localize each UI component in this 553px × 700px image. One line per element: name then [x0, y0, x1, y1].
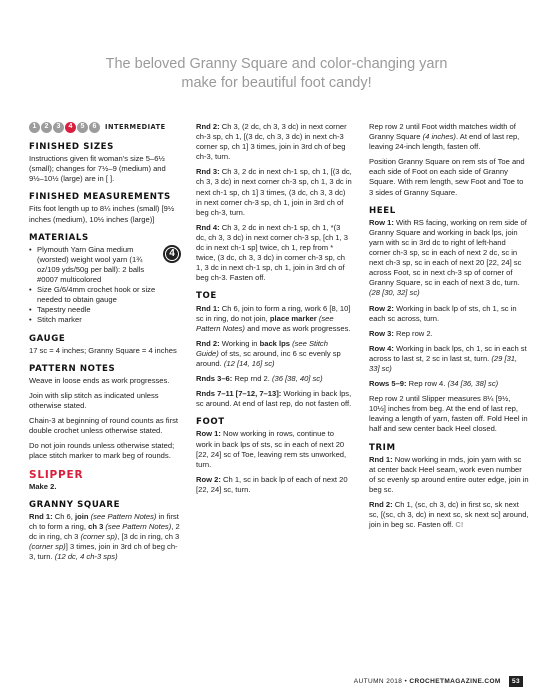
finished-sizes-heading: FINISHED SIZES [29, 142, 114, 152]
trim-rnd-2: Rnd 2: Ch 1, (sc, ch 3, dc) in first sc, sk next sc, [(sc, ch 3, dc) in next sc, sk next sc] around, join in beg sc. Fasten off. C! [369, 500, 529, 530]
heel-row-2: Row 2: Working in back lp of sts, ch 1, sc in each sc across, turn. [369, 303, 517, 323]
column-1 [29, 122, 181, 567]
heel-rows-5-9: Rows 5–9: Rep row 4. (34 [36, 38] sc) [369, 379, 499, 389]
skill-dot-3: 3 [53, 122, 64, 133]
list-item: • Tapestry needle [37, 305, 159, 315]
skill-dot-5: 5 [77, 122, 88, 133]
materials-block [29, 245, 181, 326]
granny-rnd-1: Rnd 1: Ch 6, join (see Pattern Notes) in first ch to form a ring, ch 3 (see Pattern Notes), 2 dc in ring, ch 3 (corner sp), [3 dc in ring, ch 3 (corner sp)] 3 times, join in 3rd ch of beg ch-3, turn. (12 dc, 4 ch-3 sps) [29, 511, 180, 562]
skill-label: INTERMEDIATE [105, 123, 166, 132]
foot-repeat: Rep row 2 until Foot width matches width of Granny Square (4 inches). At end of last rep, leaving 24-inch length, fasten off. [369, 122, 520, 152]
toe-rnd-1: Rnd 1: Ch 6, join to form a ring, work 6 [8, 10] sc in ring, do not join, place marker (see Pattern Notes) and move as work progresses. [196, 303, 351, 333]
footer-separator: • [404, 678, 410, 685]
gauge-text: 17 sc = 4 inches; Granny Square = 4 inches [29, 345, 177, 355]
heel-row-4: Row 4: Working in back lps, ch 1, sc in each st across to last st, 2 sc in last st, turn. (29 [31, 33] sc) [369, 343, 527, 373]
foot-row-2: Row 2: Ch 1, sc in back lp of each of next 20 [22, 24] sc, turn. [196, 474, 348, 494]
toe-heading: TOE [196, 291, 217, 302]
pattern-note: Do not join rounds unless otherwise stated; place stitch marker to mark beg of rounds. [29, 441, 175, 461]
page-number: 53 [509, 676, 523, 687]
heel-repeat: Rep row 2 until Slipper measures 8¼ [9½, 10½] inches from beg. At the end of last rep, leaving a length of yarn, fasten off. Fold Heel in half and sew center back Heel closed. [369, 394, 528, 434]
column-2 [196, 122, 352, 500]
pattern-notes-heading: PATTERN NOTES [29, 363, 116, 374]
pattern-note: Weave in loose ends as work progresses. [29, 375, 170, 385]
foot-row-1: Row 1: Now working in rows, continue to work in back lps of sts, sc in each of next 20 [22, 24] sc of Toe, leaving rem sts unworked, turn. [196, 429, 347, 469]
intro-line-1: The beloved Granny Square and color-changing yarn [105, 56, 448, 72]
granny-rnd-4: Rnd 4: Ch 3, 2 dc in next ch-1 sp, ch 1, *(3 dc, ch 3, 3 dc) in next corner ch-3 sp, [ch 1, 3 dc in next ch-1 sp] twice, ch 1, rep from * twice, (3 dc, ch 3, 3 dc) in corner ch-3 sp, ch 1, 3 dc in next ch-1 sp, ch 1, join in 3rd ch of beg ch-3. Fasten off. [196, 222, 348, 283]
skill-dot-6: 6 [89, 122, 100, 133]
trim-heading: TRIM [369, 442, 396, 453]
trim-rnd-1: Rnd 1: Now working in rnds, join yarn with sc at center back Heel seam, work even number of sc evenly sp around entire outer edge, join in beg sc. [369, 454, 529, 494]
finished-measurements-heading: FINISHED MEASUREMENTS [29, 192, 171, 203]
skill-dot-4-active: 4 [65, 122, 76, 133]
list-item: • Size G/6/4mm crochet hook or size needed to obtain gauge [37, 285, 159, 305]
skill-dot-2: 2 [41, 122, 52, 133]
foot-heading: FOOT [196, 417, 225, 428]
heel-row-1: Row 1: With RS facing, working on rem side of Granny Square and working in back lps, join yarn with sc in 3rd dc to right of left-hand corner ch-3 sp, sc in each of next 2 dc, sc in next ch-3 sp, sc in each of next 20 [22, 24] sc across Foot, sc in next ch-3 sp of corner of Granny Square, sc in each of next 3 dc, turn. (28 [30, 32] sc) [369, 217, 527, 298]
pattern-note: Join with slip stitch as indicated unless otherwise stated. [29, 390, 159, 410]
page-footer [354, 676, 523, 687]
intro-line-2: make for beautiful foot candy! [181, 75, 372, 91]
pattern-note: Chain-3 at beginning of round counts as first double crochet unless otherwise stated. [29, 416, 179, 436]
slipper-heading: SLIPPER [29, 469, 84, 482]
make-count: Make 2. [29, 481, 57, 491]
end-mark-icon: C! [455, 520, 464, 530]
finished-measurements-text: Fits foot length up to 8¼ inches (small) [9½ inches (medium), 10½ inches (large)] [29, 204, 175, 224]
list-item: • Plymouth Yarn Gina medium (worsted) weight wool yarn (1¾ oz/109 yds/50g per ball): 2 balls #0007 multicolored [37, 245, 159, 285]
materials-list [29, 245, 159, 326]
position-text: Position Granny Square on rem sts of Toe and each side of Foot on each side of Granny Square. With rem length, sew Foot and Toe to 3 sides of Granny Square. [369, 157, 525, 197]
heel-heading: HEEL [369, 205, 396, 216]
toe-rnds-7-11: Rnds 7–11 [7–12, 7–13]: Working in back lps, sc around. At end of last rep, do not fasten off. [196, 389, 352, 409]
granny-rnd-3: Rnd 3: Ch 3, 2 dc in next ch-1 sp, ch 1, [(3 dc, ch 3, 3 dc) in next corner ch-3 sp, ch 1, 3 dc in next ch-1 sp, ch 1] 3 times, (3 dc, ch 3, 3 dc) in next corner ch-3 sp, ch 1, join in 3rd ch of beg ch-3, turn. [196, 167, 352, 217]
column-3 [369, 122, 529, 535]
intro-tagline [0, 55, 553, 93]
granny-rnd-2: Rnd 2: Ch 3, (2 dc, ch 3, 3 dc) in next corner ch-3 sp, ch 1, [(3 dc, ch 3, 3 dc) in next ch-3 corner sp, ch 1] 3 times, join in 3rd ch of beg ch-3, turn. [196, 122, 347, 162]
finished-sizes-text: Instructions given fit woman’s size 5–6½ (small); changes for 7½–9 (medium) and 9½–10½ (large) are in [ ]. [29, 154, 166, 184]
skill-level [29, 122, 181, 133]
toe-rnd-2: Rnd 2: Working in back lps (see Stitch Guide) of sts, sc around, inc 6 sc evenly sp around. (12 [14, 16] sc) [196, 338, 341, 368]
skill-dot-1: 1 [29, 122, 40, 133]
materials-heading: MATERIALS [29, 232, 89, 243]
footer-season: AUTUMN 2018 [353, 678, 403, 685]
heel-row-3: Row 3: Rep row 2. [369, 328, 433, 338]
toe-rnds-3-6: Rnds 3–6: Rep rnd 2. (36 [38, 40] sc) [196, 374, 323, 384]
gauge-heading: GAUGE [29, 333, 66, 344]
footer-site: CROCHETMAGAZINE.COM [409, 678, 501, 685]
granny-square-heading: GRANNY SQUARE [29, 499, 121, 510]
list-item: • Stitch marker [37, 315, 159, 325]
yarn-weight-icon: 4 [163, 245, 181, 263]
